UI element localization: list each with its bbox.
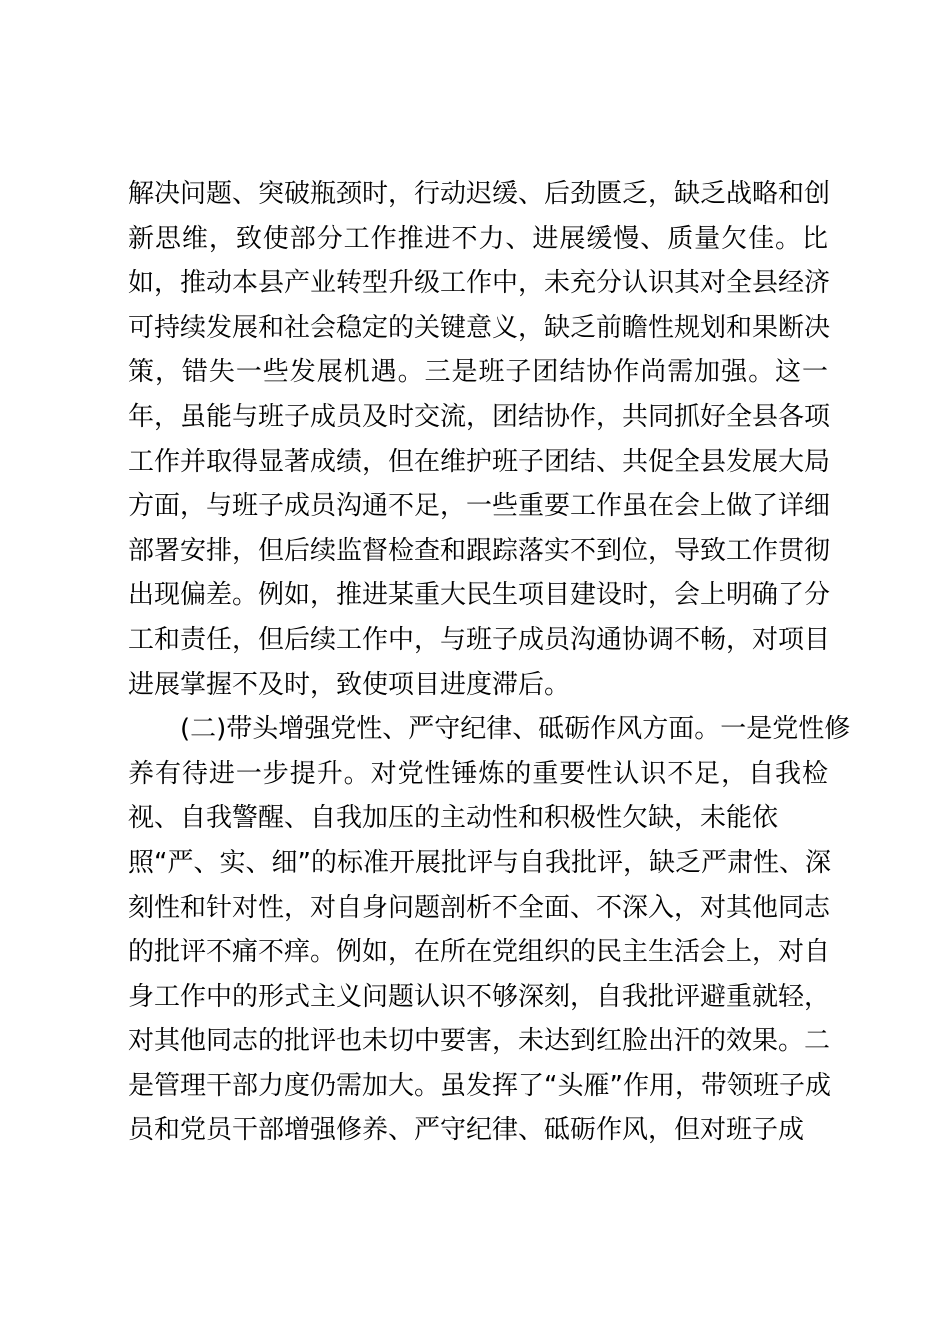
text-line: 新思维，致使部分工作推进不力、进展缓慢、质量欠佳。比 <box>128 223 828 254</box>
text-line: 是管理干部力度仍需加大。虽发挥了“头雁”作用，带领班子成 <box>128 1070 831 1101</box>
text-line: 工作并取得显著成绩，但在维护班子团结、共促全县发展大局 <box>128 446 831 477</box>
text-line: 的批评不痛不痒。例如，在所在党组织的民主生活会上，对自 <box>128 937 831 968</box>
text-line: 出现偏差。例如，推进某重大民生项目建设时，会上明确了分 <box>128 580 831 611</box>
text-line: 年，虽能与班子成员及时交流，团结协作，共同抓好全县各项 <box>128 401 831 432</box>
text-line: 可持续发展和社会稳定的关键意义，缺乏前瞻性规划和果断决 <box>128 312 831 343</box>
document-body <box>128 172 851 1153</box>
text-line: 身工作中的形式主义问题认识不够深刻，自我批评避重就轻， <box>128 981 831 1012</box>
text-line: 解决问题、突破瓶颈时，行动迟缓、后劲匮乏，缺乏战略和创 <box>128 179 831 209</box>
section-heading-line: (二)带头增强党性、严守纪律、砥砺作风方面。一是党性修 <box>180 714 851 745</box>
text-line: 对其他同志的批评也未切中要害，未达到红脸出汗的效果。二 <box>128 1026 831 1057</box>
text-line: 视、自我警醒、自我加压的主动性和积极性欠缺，未能依 <box>128 803 779 834</box>
text-line: 员和党员干部增强修养、严守纪律、砥砺作风，但对班子成 <box>128 1115 805 1146</box>
text-line: 部署安排，但后续监督检查和跟踪落实不到位，导致工作贯彻 <box>128 535 831 566</box>
text-line: 工和责任，但后续工作中，与班子成员沟通协调不畅，对项目 <box>128 624 831 655</box>
text-line: 照“严、实、细”的标准开展批评与自我批评，缺乏严肃性、深 <box>128 847 831 878</box>
text-line: 养有待进一步提升。对党性锤炼的重要性认识不足，自我检 <box>128 758 828 789</box>
text-line: 方面，与班子成员沟通不足，一些重要工作虽在会上做了详细 <box>128 491 831 522</box>
text-line: 刻性和针对性，对自身问题剖析不全面、不深入，对其他同志 <box>128 892 831 923</box>
paragraph-end-line: 进展掌握不及时，致使项目进度滞后。 <box>128 669 571 700</box>
text-line: 策，错失一些发展机遇。三是班子团结协作尚需加强。这一 <box>128 357 828 388</box>
text-line: 如，推动本县产业转型升级工作中，未充分认识其对全县经济 <box>128 268 831 299</box>
